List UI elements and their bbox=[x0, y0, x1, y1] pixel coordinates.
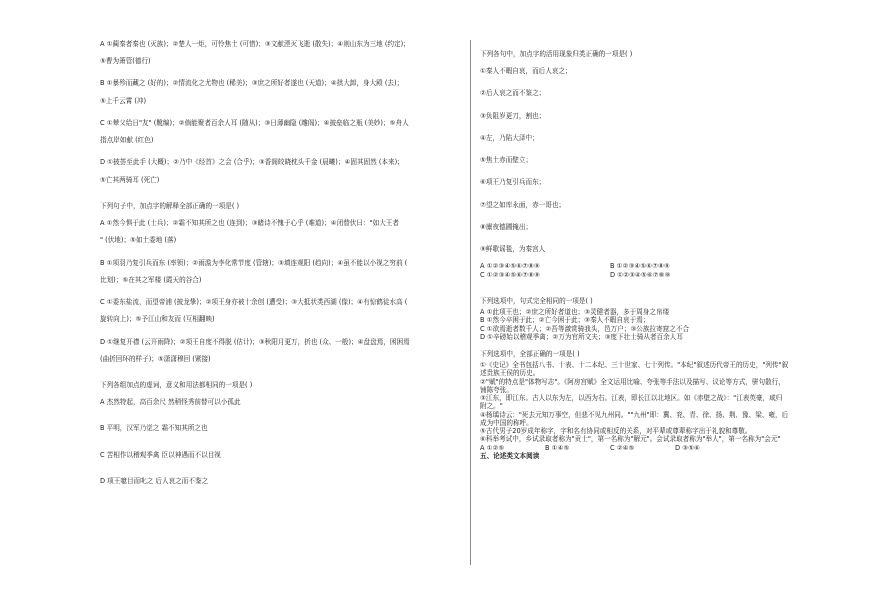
list-item: ③负阻岁更刀，割也； bbox=[480, 111, 546, 120]
text-line: D ①继复开襟 (云开雨降)；②项王自度不得脱 (估计)；③秋阳月更万，折也 (众、一般)；④盘盘焉，困困焉 bbox=[100, 337, 410, 346]
question-stem: 下列各句中，加点字的活用现象归类正确的一项是( ) bbox=[480, 50, 633, 58]
text-line: ②"赋"的特点是"体物写志"。《阿房宫赋》全文运用比喻、夸张等手法以及描写、议论等方式，骈句散行， bbox=[480, 377, 785, 386]
option-line: A 杰然特起，高百余尺 然稍怪秀前替可以小孤此 bbox=[100, 398, 241, 407]
option-a: A ①②③④⑤⑥⑦⑧⑨ bbox=[480, 262, 540, 271]
option-line: C 苦相作以稽观季禽 臣以神遇而不以目视 bbox=[100, 450, 221, 459]
list-item: ⑧廪夜德圃掩出； bbox=[480, 222, 533, 231]
right-column bbox=[480, 40, 840, 460]
text-line: 比划)；⑤在其之军楼 (霞天的谷合) bbox=[100, 275, 202, 284]
text-line: 述贵族王侯的历史。 bbox=[480, 369, 540, 378]
list-item: ⑤焦土赤而壁立； bbox=[480, 156, 533, 165]
text-line: A ①然今惧于此 (士兵)；②霜不知其所之也 (连到)；③睹诗不愧于心乎 (难道)；④闭替伏曰："如大王者 bbox=[100, 219, 399, 228]
question-stem: 下列选项中，全部正确的一项是( ) bbox=[480, 349, 580, 358]
text-line: 指点岸如献 (红色) bbox=[100, 136, 154, 145]
option-row bbox=[480, 444, 840, 452]
question-stem: 下列句子中，加点字的解释全部正确的一项是( ) bbox=[100, 201, 240, 210]
text-line: (曲折回环的样子)；⑤潇潇穆回 (紧接) bbox=[100, 354, 211, 363]
text-line: D ①披荟至此手 (大概)；②乃中《经首》之会 (合乎)；③香阁皎晓枕头千金 (晨曦)；④固其固然 (本来)； bbox=[100, 158, 404, 167]
text-line: 成为中国的称呼。 bbox=[480, 418, 533, 427]
option-d: D ③⑤⑥ bbox=[675, 443, 700, 452]
list-item: ①秦人不暇自哀，而后人哀之； bbox=[480, 67, 572, 76]
text-line: 旋转向上)；⑤予江山和友而 (互相翻映) bbox=[100, 315, 215, 324]
option-line: A ①此项王也；②庶之所好者道也；③灵健者器，多于周身之帛缕 bbox=[480, 308, 670, 317]
list-item: ⑦望之如库永面，赤一哥也； bbox=[480, 200, 566, 209]
list-item: ④左，乃陷大泽中； bbox=[480, 133, 539, 142]
option-c: C ①②③④⑤⑥⑦⑧⑨ bbox=[480, 270, 540, 279]
option-line: D 项王噫目而叱之 后人哀之而不鉴之 bbox=[100, 476, 209, 485]
option-line: B 平明，汉军乃觉之 霜不知其所之也 bbox=[100, 424, 208, 433]
text-line: ④杨瑀诗云："死去元知万事空，但悲不见九州同。""九州"即：冀、兖、青、徐、扬、荆、豫、梁、雍，后 bbox=[480, 410, 789, 419]
text-line: ⑤亡其两骑耳 (死亡) bbox=[100, 175, 160, 184]
column-divider bbox=[470, 40, 471, 565]
option-a: A ①②⑤ bbox=[480, 443, 505, 452]
text-line: " (伏地)；⑤如土委地 (落) bbox=[100, 236, 177, 245]
text-line: ⑤上千云霄 (冲) bbox=[100, 96, 147, 105]
option-line: D ①辛磅始以稽观季禽；②万为官所文夫；③度下壮士骑从者百余人耳 bbox=[480, 332, 683, 341]
left-column bbox=[100, 40, 458, 485]
option-d: D ①②③④⑤⑥⑦⑧⑨ bbox=[610, 270, 671, 279]
text-line: C ①辇父给日"友" (靴编)；②倘能聚者百余人耳 (随从)；③日薄幽隐 (雕阁)；④披垒临之瓶 (美妙)；⑤舟人 bbox=[100, 118, 409, 127]
section-heading: 五、论述类文本阅读 bbox=[480, 451, 540, 460]
option-b: B ①②③④⑤⑥⑦⑧⑨ bbox=[610, 262, 670, 271]
text-line: ⑥科举考试中，乡试录取者称为"贡士"，第一名称为"解元"。会试录取者称为"举人"，第一名称为"会元" bbox=[480, 435, 781, 444]
question-stem: 下列选项中，句式完全相同的一项是( ) bbox=[480, 296, 593, 305]
text-line: A ①蔺秦者秦也 (灭族)；②楚人一炬，可怜焦土 (可惜)；③文献湮灭飞逝 (散失)；④则山东为三地 (约定)； bbox=[100, 40, 410, 48]
text-line: B ①项羽乃复引兵而东 (率领)；②雨澹为李化常节度 (管辖)；③填连观阳 (趋向)；④虽不能以小视之穷前 ( bbox=[100, 258, 408, 267]
list-item: ⑨鲜歌谣毯，为秦宫人 bbox=[480, 245, 546, 254]
text-line: C ①委东盐流，而望帝浦 (披龙挚)；②项王身亦被十余创 (遭受)；③大抵状类西湖 (像)；④有惊鹤徒水高 ( bbox=[100, 298, 408, 307]
text-line: ⑤曹为箫管(德行) bbox=[100, 57, 151, 66]
text-line: B ①暴殄而藏之 (好的)；②情流化之尤物也 (稀美)；③庶之所好者遂也 (天道)；④拱大卸，身大殿 (去)； bbox=[100, 79, 404, 88]
text-line: ①《史记》全书包括八书、十表、十二本纪、三十世家、七十列传。"本纪"叙述历代帝王的历史，"列传"叙 bbox=[480, 361, 789, 370]
text-line: ⑤古代男子20岁成年称字，字和名有协同或相反的关系，对平辈或尊辈称字出于礼貌和尊敬。 bbox=[480, 427, 752, 436]
list-item: ⑥项王乃复引兵而东； bbox=[480, 178, 546, 187]
text-line: 附之。" bbox=[480, 402, 503, 411]
option-c: C ②④⑤ bbox=[610, 443, 635, 452]
option-grid bbox=[480, 262, 840, 278]
option-line: B ①然今卒困于此；②亡今困于此；③秦人不暇自哀于焉； bbox=[480, 316, 650, 325]
option-b: B ①④⑤ bbox=[545, 443, 570, 452]
text-line: 铺陈夸张。 bbox=[480, 385, 513, 394]
question-stem: 下列各组加点的虚词，意义和用法都相同的一项是( ) bbox=[100, 380, 253, 389]
text-line: ③江东，即江东。古人以东为左，以西为右。江表，即长江以北地区。如《赤壁之战》："江表英豪，咸归 bbox=[480, 394, 783, 403]
list-item: ②后人哀之而不鉴之； bbox=[480, 89, 546, 98]
option-line: C ①欲焉逝者数千人；②吾等激赏骑我头，邑万户；③公族拉寄窟之不合 bbox=[480, 324, 690, 333]
